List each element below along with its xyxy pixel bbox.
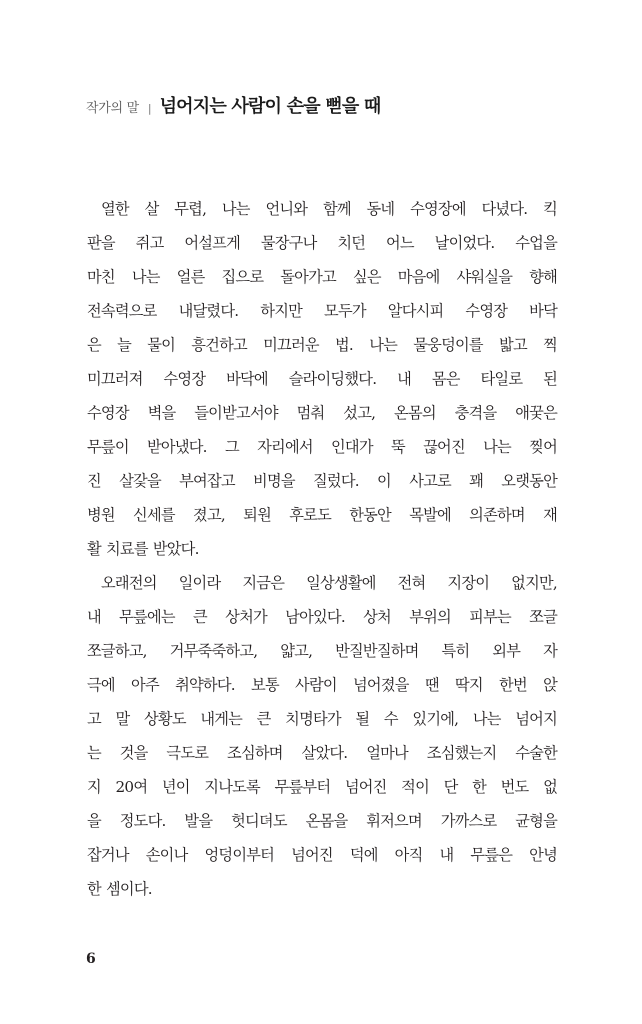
- text-line: 무릎이 받아냈다. 그 자리에서 인대가 뚝 끊어진 나는 찢어: [87, 438, 557, 456]
- text-line: 병원 신세를 졌고, 퇴원 후로도 한동안 목발에 의존하며 재: [87, 506, 557, 524]
- page-number: 6: [86, 951, 96, 967]
- text-line: 열한 살 무렵, 나는 언니와 함께 동네 수영장에 다녔다. 킥: [101, 200, 557, 218]
- text-line: 오래전의 일이라 지금은 일상생활에 전혀 지장이 없지만,: [101, 574, 557, 592]
- paragraph-2: [87, 566, 557, 906]
- chapter-title: 넘어지는 사람이 손을 뻗을 때: [159, 96, 381, 117]
- text-line: 극에 아주 취약하다. 보통 사람이 넘어졌을 땐 딱지 한번 앉: [87, 676, 557, 694]
- text-line: 판을 쥐고 어설프게 물장구나 치던 어느 날이었다. 수업을: [87, 234, 557, 252]
- text-line: 전속력으로 내달렸다. 하지만 모두가 알다시피 수영장 바닥: [87, 302, 557, 320]
- text-line: 수영장 벽을 들이받고서야 멈춰 섰고, 온몸의 충격을 애꿎은: [87, 404, 557, 422]
- text-line: 고 말 상황도 내게는 큰 치명타가 될 수 있기에, 나는 넘어지: [87, 710, 557, 728]
- text-line: 내 무릎에는 큰 상처가 남아있다. 상처 부위의 피부는 쪼글: [87, 608, 557, 626]
- text-line: 을 정도다. 발을 헛디뎌도 온몸을 휘저으며 가까스로 균형을: [87, 812, 557, 830]
- text-line: 는 것을 극도로 조심하며 살았다. 얼마나 조심했는지 수술한: [87, 744, 557, 762]
- text-line: 미끄러져 수영장 바닥에 슬라이딩했다. 내 몸은 타일로 된: [87, 370, 557, 388]
- running-header: [86, 92, 381, 118]
- section-label: 작가의 말: [86, 101, 139, 116]
- body-text: [87, 192, 557, 906]
- text-line: 마친 나는 얼른 집으로 돌아가고 싶은 마음에 샤워실을 향해: [87, 268, 557, 286]
- text-line: 활 치료를 받았다.: [87, 540, 199, 558]
- text-line: 잡거나 손이나 엉덩이부터 넘어진 덕에 아직 내 무릎은 안녕: [87, 846, 557, 864]
- text-line: 은 늘 물이 흥건하고 미끄러운 법. 나는 물웅덩이를 밟고 찍: [87, 336, 557, 354]
- text-line: 쪼글하고, 거무죽죽하고, 얇고, 반질반질하며 특히 외부 자: [87, 642, 557, 660]
- text-line: 지 20여 년이 지나도록 무릎부터 넘어진 적이 단 한 번도 없: [87, 778, 557, 796]
- text-line: 한 셈이다.: [87, 880, 152, 898]
- paragraph-1: [87, 192, 557, 566]
- text-line: 진 살갗을 부여잡고 비명을 질렀다. 이 사고로 꽤 오랫동안: [87, 472, 557, 490]
- header-separator: |: [147, 102, 152, 115]
